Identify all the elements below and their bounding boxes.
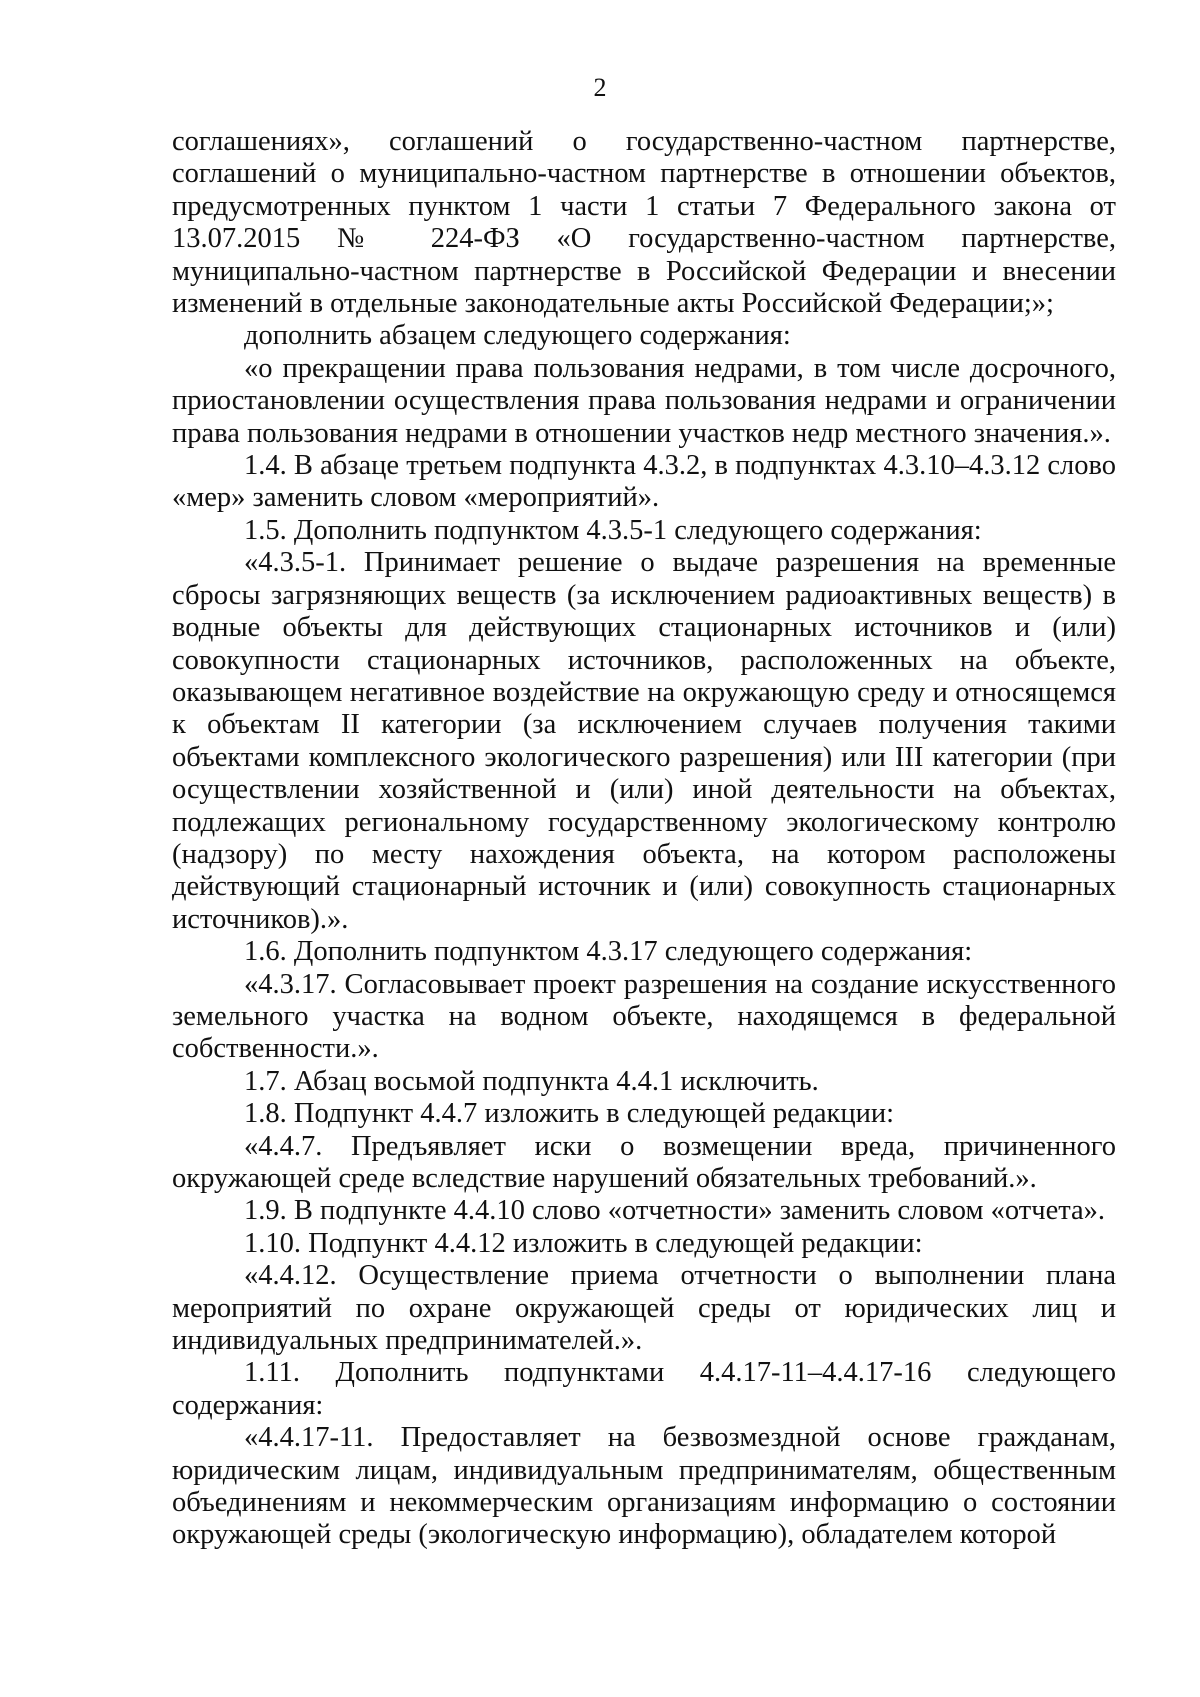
paragraph-amendment-instruction: дополнить абзацем следующего содержания: [244,320,791,352]
paragraph-item-1-6: 1.6. Дополнить подпунктом 4.3.17 следующего содержания: [244,936,973,968]
paragraph-item-1-7: 1.7. Абзац восьмой подпункта 4.4.1 исключить. [244,1065,819,1097]
paragraph-item-1-9: 1.9. В подпункте 4.4.10 слово «отчетности» заменить словом «отчета». [244,1195,1106,1227]
paragraph-quoted-insertion: «о прекращении права пользования недрами, в том числе досрочного, приостановлении осуществления права пользования недрами и ограничении права пользования недрами в отношении участков недр местного значения.». [172,352,1116,449]
paragraph-subitem-4-4-7: «4.4.7. Предъявляет иски о возмещении вреда, причиненного окружающей среде вследствие нарушений обязательных требований.». [172,1130,1116,1194]
paragraph-item-1-10: 1.10. Подпункт 4.4.12 изложить в следующей редакции: [244,1227,923,1259]
page-number: 2 [593,73,607,102]
paragraph-subitem-4-4-12: «4.4.12. Осуществление приема отчетности о выполнении плана мероприятий по охране окружающей среды от юридических лиц и индивидуальных предпринимателей.». [172,1260,1116,1357]
paragraph-item-1-4: 1.4. В абзаце третьем подпункта 4.3.2, в подпунктах 4.3.10–4.3.12 слово «мер» заменить словом «мероприятий». [172,450,1116,514]
paragraph-item-1-11: 1.11. Дополнить подпунктами 4.4.17-11–4.4.17-16 следующего содержания: [172,1357,1116,1421]
paragraph-item-1-5: 1.5. Дополнить подпунктом 4.3.5-1 следующего содержания: [244,514,982,546]
paragraph-continuation: соглашениях», соглашений о государственно-частном партнерстве, соглашений о муниципально-частном партнерстве в отношении объектов, предусмотренных пунктом 1 части 1 статьи 7 Федерального закона от 13.07.2015 № 224-ФЗ «О государственно-частном партнерстве, муниципально-частном партнерстве в Российской Федерации и внесении изменений в отдельные законодательные акты Российской Федерации;»; [172,126,1116,320]
paragraph-subitem-4-3-5-1: «4.3.5-1. Принимает решение о выдаче разрешения на временные сбросы загрязняющих веществ (за исключением радиоактивных веществ) в водные объекты для действующих стационарных источников и (или) совокупности стационарных источников, расположенных на объекте, оказывающем негативное воздействие на окружающую среду и относящемся к объектам II категории (за исключением случаев получения такими объектами комплексного экологического разрешения) или III категории (при осуществлении хозяйственной и (или) иной деятельности на объектах, подлежащих региональному государственному экологическому контролю (надзору) по месту нахождения объекта, на котором расположены действующий стационарный источник и (или) совокупность стационарных источников).». [172,547,1116,935]
paragraph-subitem-4-3-17: «4.3.17. Согласовывает проект разрешения на создание искусственного земельного участка на водном объекте, находящемся в федеральной собственности.». [172,968,1116,1065]
paragraph-item-1-8: 1.8. Подпункт 4.4.7 изложить в следующей редакции: [244,1098,895,1130]
paragraph-subitem-4-4-17-11: «4.4.17-11. Предоставляет на безвозмездной основе гражданам, юридическим лицам, индивидуальным предпринимателям, общественным объединениям и некоммерческим организациям информацию о состоянии окружающей среды (экологическую информацию), обладателем которой [172,1422,1116,1551]
document-body [172,126,1116,1552]
